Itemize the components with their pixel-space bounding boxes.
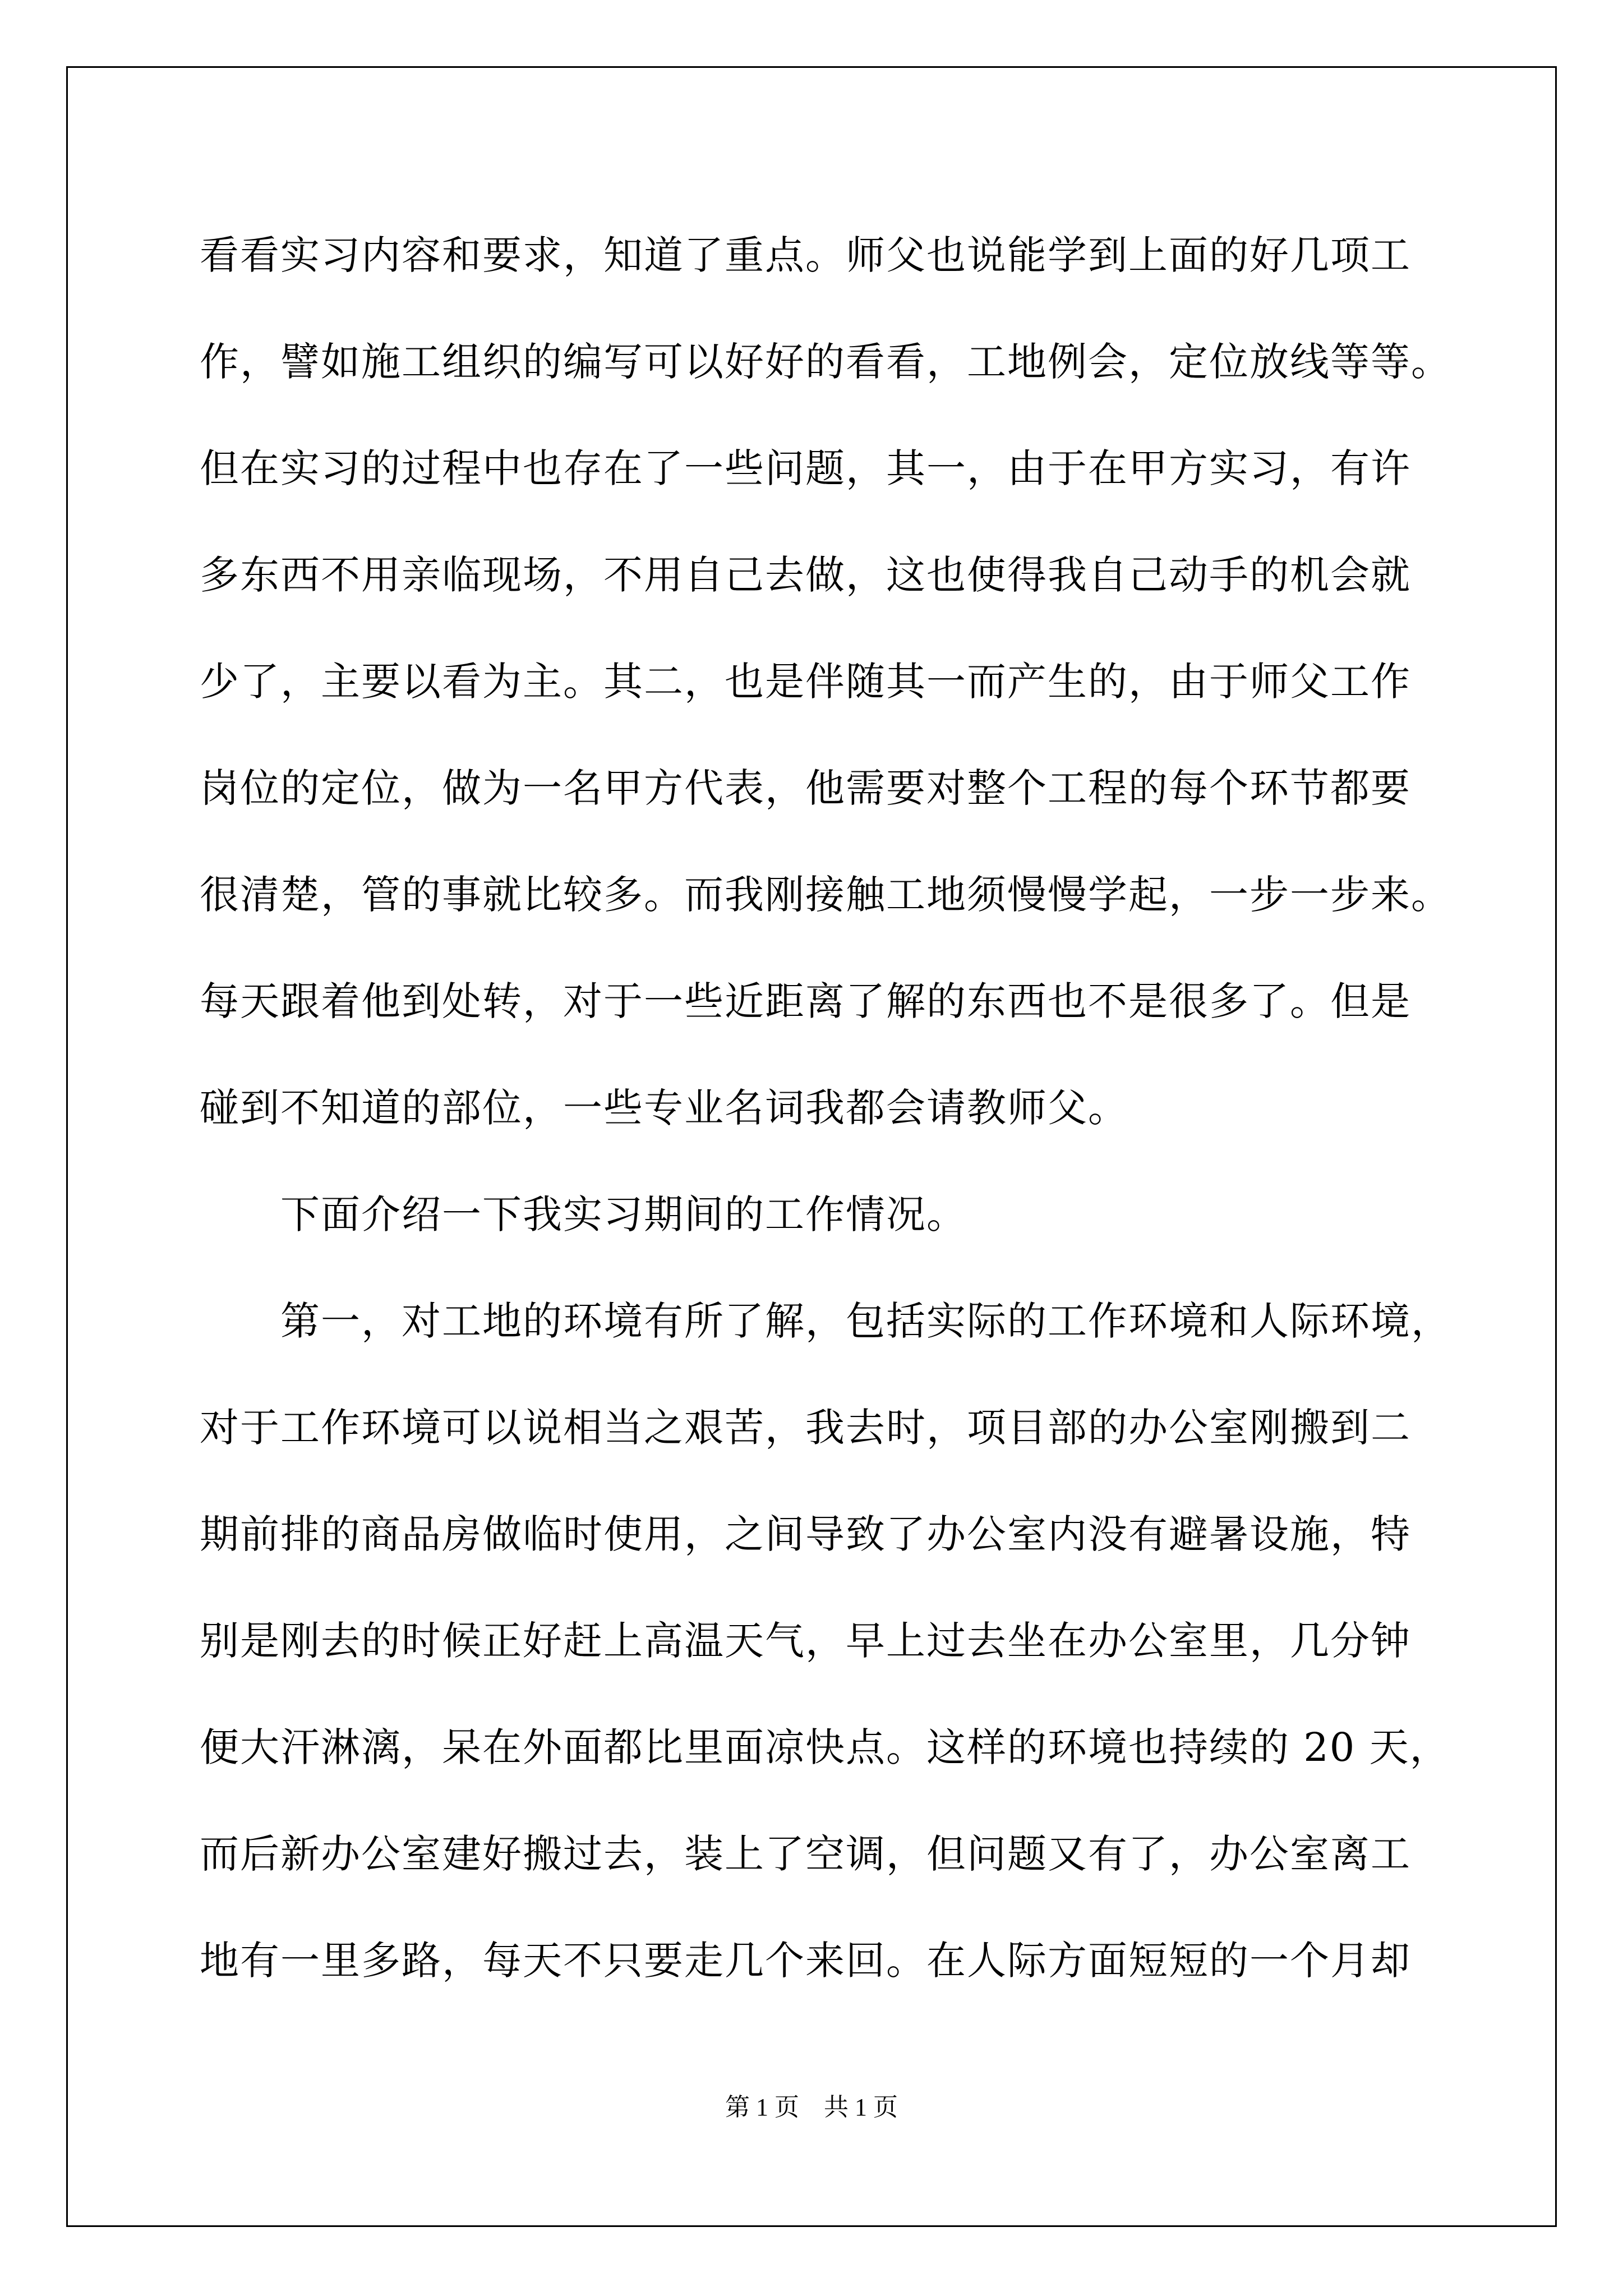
page-footer	[0, 2087, 1623, 2123]
text-line: 看看实习内容和要求，知道了重点。师父也说能学到上面的好几项工	[200, 232, 1411, 278]
text-line: 但在实习的过程中也存在了一些问题，其一，由于在甲方实习，有许	[200, 445, 1411, 491]
page-total: 共 1 页	[824, 2093, 898, 2121]
document-body	[200, 202, 1451, 2014]
text-line: 而后新办公室建好搬过去，装上了空调，但问题又有了，办公室离工	[200, 1831, 1411, 1877]
text-line: 碰到不知道的部位，一些专业名词我都会请教师父。	[200, 1085, 1128, 1131]
page-number: 第 1 页	[725, 2093, 799, 2121]
text-line: 对于工作环境可以说相当之艰苦，我去时，项目部的办公室刚搬到二	[200, 1405, 1411, 1451]
text-line: 岗位的定位，做为一名甲方代表，他需要对整个工程的每个环节都要	[200, 765, 1411, 811]
text-line: 期前排的商品房做临时使用，之间导致了办公室内没有避暑设施，特	[200, 1511, 1411, 1557]
text-line: 少了，主要以看为主。其二，也是伴随其一而产生的，由于师父工作	[200, 659, 1411, 705]
text-line: 便大汗淋漓，呆在外面都比里面凉快点。这样的环境也持续的 20 天，	[200, 1724, 1450, 1770]
text-line: 下面介绍一下我实习期间的工作情况。	[200, 1191, 967, 1237]
text-line: 多东西不用亲临现场，不用自己去做，这也使得我自己动手的机会就	[200, 552, 1411, 598]
text-line: 每天跟着他到处转，对于一些近距离了解的东西也不是很多了。但是	[200, 978, 1411, 1024]
text-line: 很清楚，管的事就比较多。而我刚接触工地须慢慢学起，一步一步来。	[200, 872, 1451, 918]
text-line: 地有一里多路，每天不只要走几个来回。在人际方面短短的一个月却	[200, 1938, 1411, 1984]
text-line: 作，譬如施工组织的编写可以好好的看看，工地例会，定位放线等等。	[200, 339, 1451, 385]
text-line: 第一，对工地的环境有所了解，包括实际的工作环境和人际环境，	[200, 1298, 1451, 1344]
text-line: 别是刚去的时候正好赶上高温天气，早上过去坐在办公室里，几分钟	[200, 1618, 1411, 1664]
